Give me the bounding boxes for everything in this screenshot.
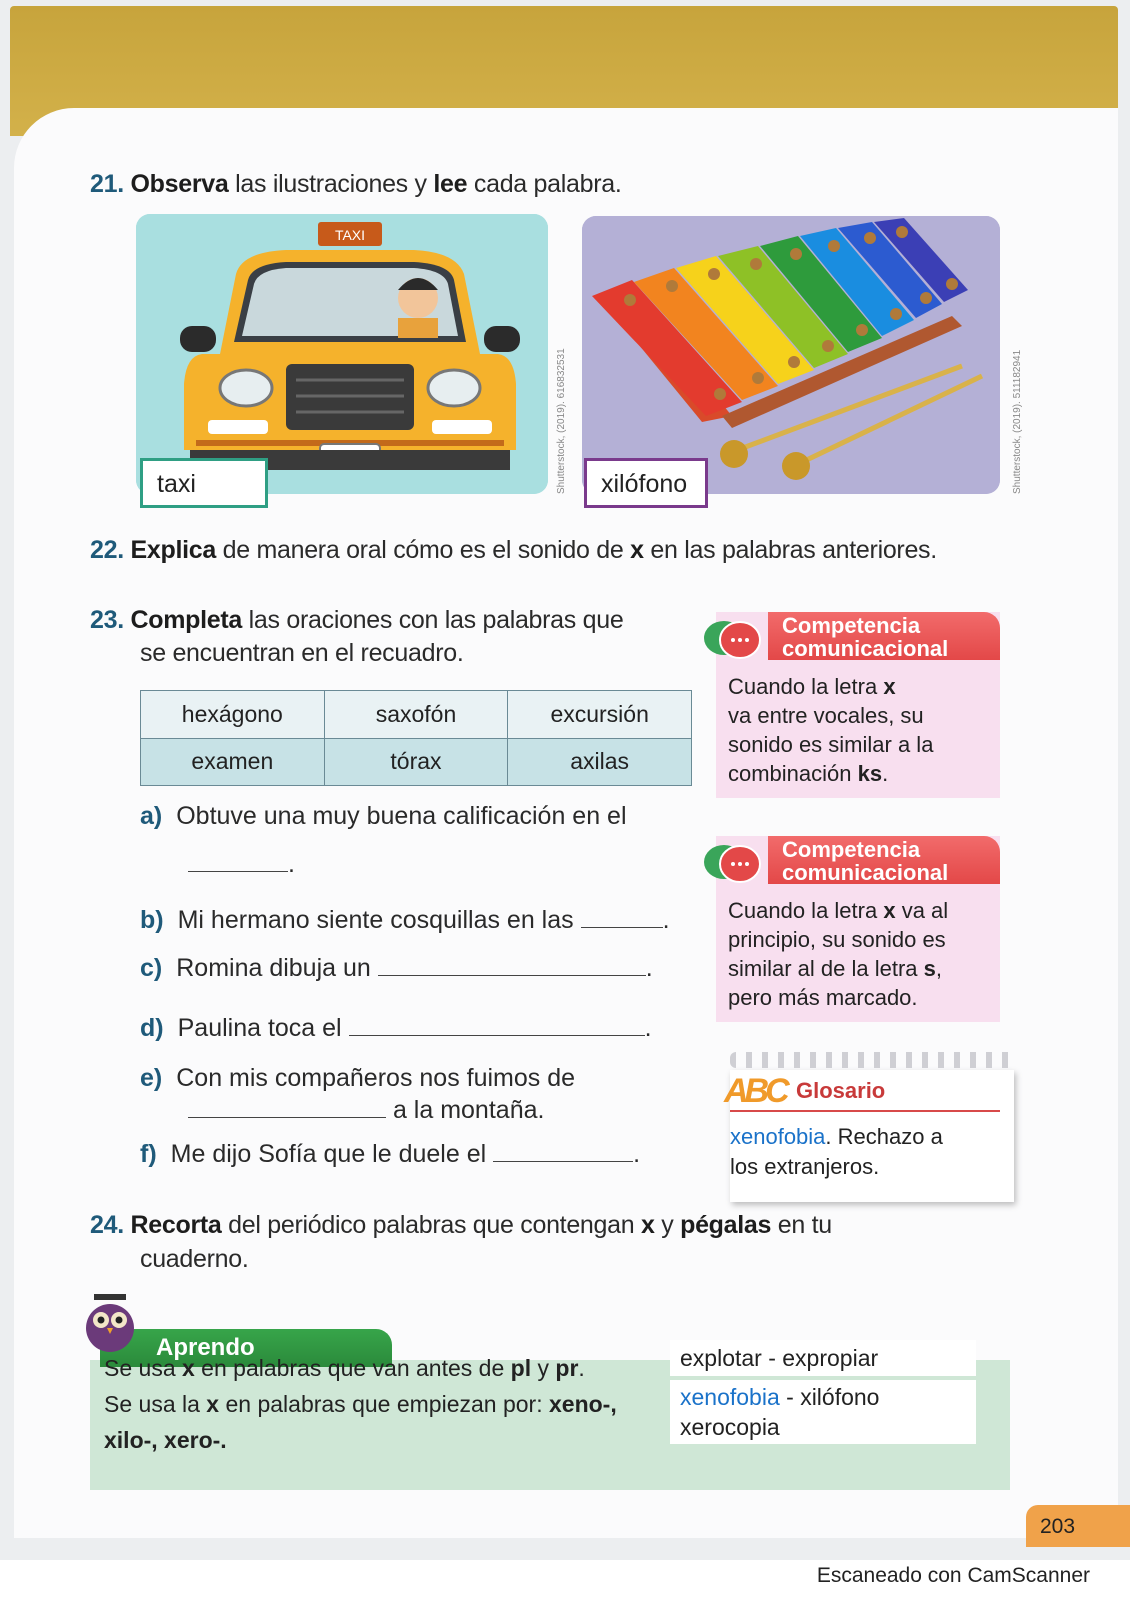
taxi-label: taxi	[140, 458, 268, 508]
question-23: 23. Completa las oraciones con las palabras que se encuentran en el recuadro.	[90, 606, 624, 667]
word-box-table	[140, 690, 692, 786]
taxi-photo-credit: Shutterstock, (2019). 616832531	[556, 348, 567, 494]
speech-bubble-icon	[702, 838, 764, 890]
abc-logo: ABC	[724, 1072, 786, 1110]
glossary-note	[724, 1070, 1014, 1202]
sentence-a-blank[interactable]: .	[188, 850, 295, 879]
competencia-box-1	[716, 612, 1000, 798]
owl-icon	[80, 1292, 142, 1354]
word-cell: axilas	[508, 738, 692, 786]
sentence-b: b) Mi hermano siente cosquillas en las .	[140, 906, 670, 934]
sentence-f: f) Me dijo Sofía que le duele el .	[140, 1140, 641, 1168]
word-cell: hexágono	[141, 691, 325, 739]
competencia-text: Cuando la letra x va al principio, su sonido es similar al de la letra s, pero más marcado.	[728, 898, 949, 1010]
word-cell: tórax	[324, 738, 508, 786]
sentence-a: a) Obtuve una muy buena calificación en el	[140, 802, 627, 830]
aprendo-tab: Aprendo	[100, 1329, 392, 1367]
competencia-text: Cuando la letra x va entre vocales, su sonido es similar a la combinación ks.	[728, 674, 934, 786]
xilofono-label: xilófono	[584, 458, 708, 508]
answer-blank[interactable]	[349, 1015, 645, 1036]
answer-blank[interactable]	[493, 1141, 633, 1162]
question-22: 22. Explica de manera oral cómo es el sonido de x en las palabras anteriores.	[90, 536, 937, 564]
sentence-e: e) Con mis compañeros nos fuimos de a la montaña.	[140, 1064, 576, 1124]
answer-blank[interactable]	[581, 907, 663, 928]
speech-bubble-icon	[702, 614, 764, 666]
scanner-watermark: Escaneado con CamScanner	[816, 1564, 1090, 1587]
word-cell: excursión	[508, 691, 692, 739]
table-row	[141, 738, 692, 786]
taxi-illustration	[136, 214, 548, 494]
word-cell: saxofón	[324, 691, 508, 739]
answer-blank[interactable]	[188, 1097, 386, 1118]
notepad-rings	[730, 1052, 1014, 1068]
answer-blank[interactable]	[378, 955, 646, 976]
page-number: 203	[1026, 1505, 1130, 1547]
xylophone-icon	[582, 216, 1000, 494]
xilofono-photo-credit: Shutterstock, (2019). 511182941	[1012, 349, 1023, 494]
sentence-c: c) Romina dibuja un .	[140, 954, 653, 982]
aprendo-rules: Se usa x en palabras que van antes de pl y pr. Se usa la x en palabras que empiezan por: xeno-, xilo-, xero-.	[104, 1355, 617, 1453]
competencia-header: Competencia comunicacional	[768, 836, 1000, 884]
scanner-footer	[0, 1560, 1130, 1600]
glossary-definition: xenofobia. Rechazo a los extranjeros.	[730, 1124, 943, 1179]
glossary-divider	[730, 1110, 1000, 1112]
aprendo-example-1: explotar - expropiar	[670, 1340, 976, 1376]
competencia-box-2	[716, 836, 1000, 1022]
sentence-d: d) Paulina toca el .	[140, 1014, 652, 1042]
question-21: 21. Observa las ilustraciones y lee cada palabra.	[90, 170, 622, 198]
xilofono-illustration	[582, 216, 1000, 494]
competencia-header: Competencia comunicacional	[768, 612, 1000, 660]
glossary-title: Glosario	[796, 1078, 886, 1103]
taxi-icon	[136, 214, 548, 494]
table-row	[141, 691, 692, 739]
svg-text:TAXI: TAXI	[334, 227, 366, 243]
aprendo-example-2: xenofobia - xilófono xerocopia	[670, 1380, 976, 1444]
question-24: 24. Recorta del periódico palabras que contengan x y pégalas en tu cuaderno.	[90, 1211, 832, 1273]
word-cell: examen	[141, 738, 325, 786]
